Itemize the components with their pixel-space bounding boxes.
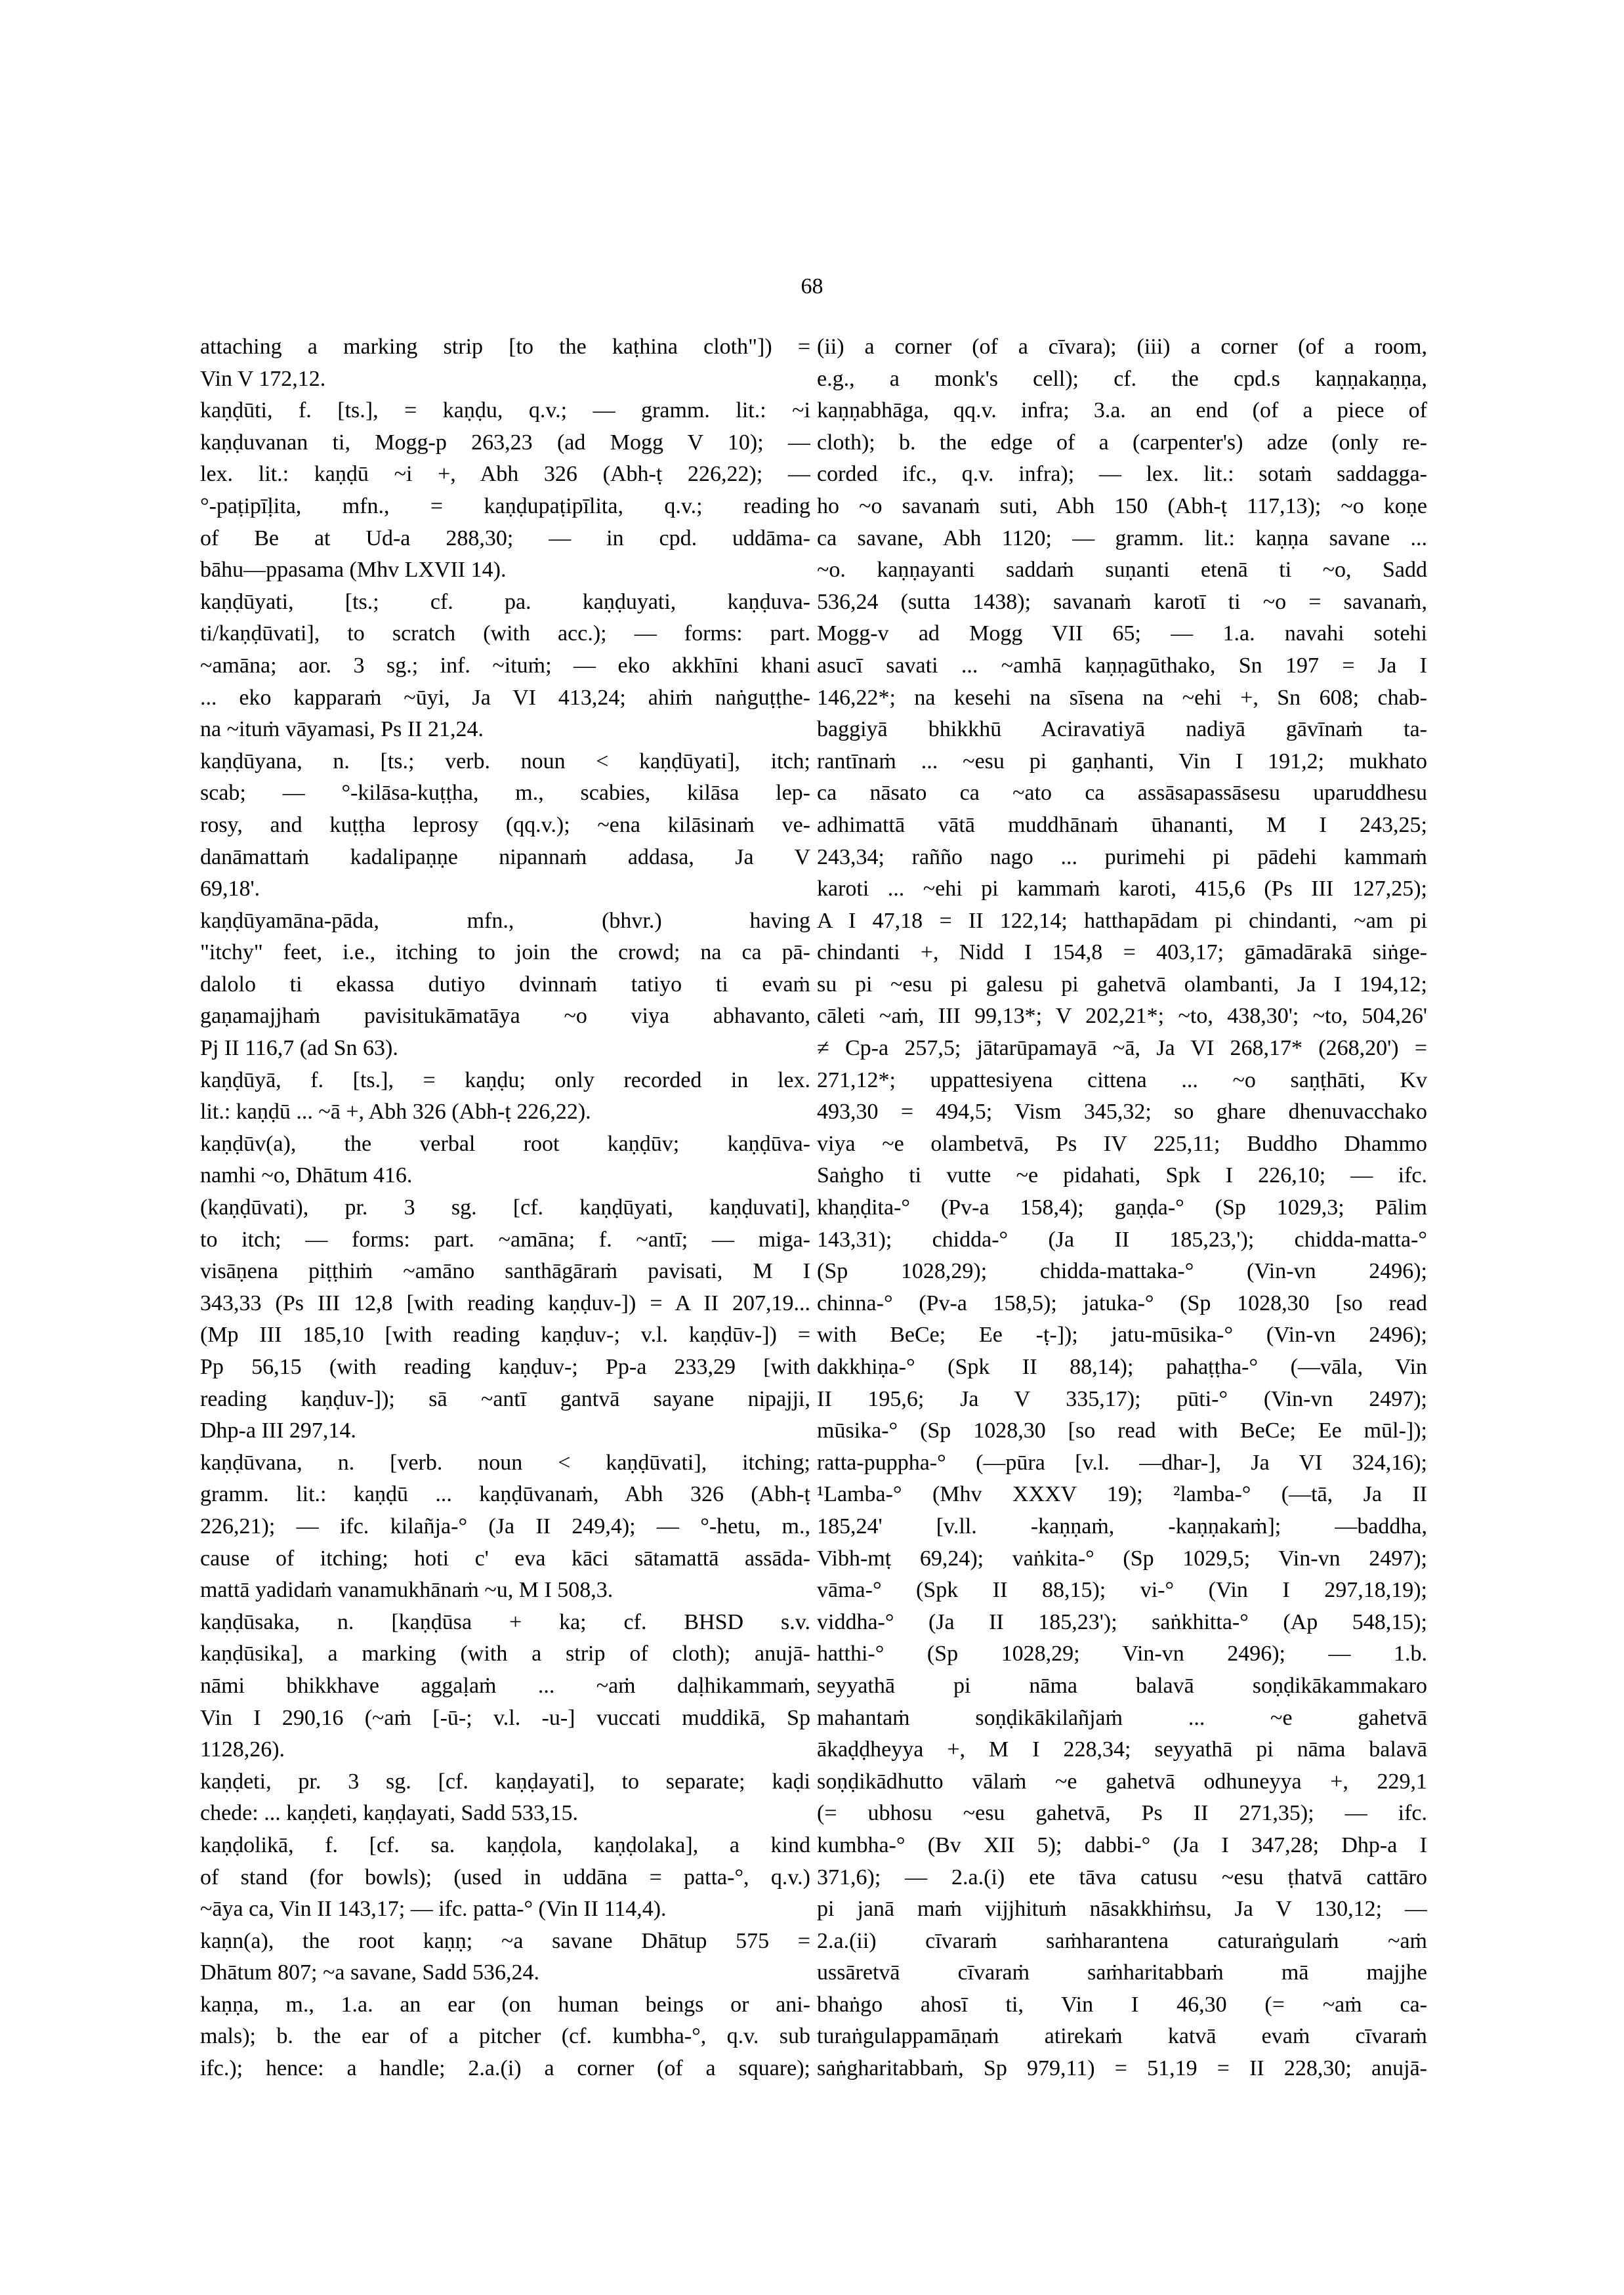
text-line: rosy, and kuṭṭha leprosy (qq.v.); ~ena kilāsinaṁ ve- bbox=[200, 812, 810, 837]
text-line: (Sp 1028,29); chidda-mattaka-° (Vin-vn 2496); bbox=[817, 1259, 1427, 1284]
text-line: 146,22*; na kesehi na sīsena na ~ehi +, Sn 608; chab- bbox=[817, 685, 1427, 710]
text-line: of stand (for bowls); (used in uddāna = patta-°, q.v.) bbox=[200, 1865, 810, 1890]
text-line: vāma-° (Spk II 88,15); vi-° (Vin I 297,18,19); bbox=[817, 1578, 1427, 1603]
text-line: II 195,6; Ja V 335,17); pūti-° (Vin-vn 2497); bbox=[817, 1386, 1427, 1411]
text-line: ~amāna; aor. 3 sg.; inf. ~ituṁ; — eko akkhīni khani bbox=[200, 653, 810, 678]
text-line: kaṇḍūsika], a marking (with a strip of cloth); anujā- bbox=[200, 1642, 810, 1666]
text-line: 226,21); — ifc. kilañja-° (Ja II 249,4); — °-hetu, m., bbox=[200, 1514, 810, 1539]
text-line: 2.a.(ii) cīvaraṁ saṁharantena caturaṅgulaṁ ~aṁ bbox=[817, 1928, 1427, 1953]
text-line: kaṇṇa, m., 1.a. an ear (on human beings or ani- bbox=[200, 1992, 810, 2017]
text-line: kaṇḍūvana, n. [verb. noun < kaṇḍūvati], itching; bbox=[200, 1450, 810, 1475]
text-line: ca savane, Abh 1120; — gramm. lit.: kaṇṇa savane ... bbox=[817, 526, 1427, 550]
text-line: 69,18'. bbox=[200, 877, 260, 901]
text-line: kaṇḍūv(a), the verbal root kaṇḍūv; kaṇḍūva- bbox=[200, 1131, 810, 1156]
text-line: Dhātum 807; ~a savane, Sadd 536,24. bbox=[200, 1960, 539, 1985]
text-line: ~o. kaṇṇayanti saddaṁ suṇanti etenā ti ~o, Sadd bbox=[817, 558, 1427, 583]
text-line: kaṇḍūti, f. [ts.], = kaṇḍu, q.v.; — gramm. lit.: ~i bbox=[200, 398, 810, 423]
text-line: "itchy" feet, i.e., itching to join the crowd; na ca pā- bbox=[200, 940, 810, 965]
text-line: reading kaṇḍuv-]); sā ~antī gantvā sayane nipajji, bbox=[200, 1386, 810, 1411]
text-line: kaṇḍeti, pr. 3 sg. [cf. kaṇḍayati], to separate; kaḍi bbox=[200, 1769, 810, 1794]
text-line: ¹Lamba-° (Mhv XXXV 19); ²lamba-° (—tā, Ja II bbox=[817, 1482, 1427, 1507]
text-line: bhaṅgo ahosī ti, Vin I 46,30 (= ~aṁ ca- bbox=[817, 1992, 1427, 2017]
text-line: 271,12*; uppattesiyena cittena ... ~o saṇṭhāti, Kv bbox=[817, 1067, 1427, 1092]
text-line: attaching a marking strip [to the kaṭhina cloth"]) = bbox=[200, 335, 810, 359]
text-line: mattā yadidaṁ vanamukhānaṁ ~u, M I 508,3. bbox=[200, 1578, 614, 1603]
text-line: ≠ Cp-a 257,5; jātarūpamayā ~ā, Ja VI 268,17* (268,20') = bbox=[817, 1036, 1427, 1061]
text-line: cause of itching; hoti c' eva kāci sātamattā assāda- bbox=[200, 1546, 810, 1571]
text-line: to itch; — forms: part. ~amāna; f. ~antī; — miga- bbox=[200, 1227, 810, 1252]
text-line: mahantaṁ soṇḍikākilañjaṁ ... ~e gahetvā bbox=[817, 1705, 1427, 1730]
text-line: bāhu—ppasama (Mhv LXVII 14). bbox=[200, 558, 507, 583]
text-line: gramm. lit.: kaṇḍū ... kaṇḍūvanaṁ, Abh 326 (Abh-ṭ bbox=[200, 1482, 810, 1507]
text-line: adhimattā vātā muddhānaṁ ūhananti, M I 243,25; bbox=[817, 812, 1427, 837]
text-line: kaṇṇabhāga, qq.v. infra; 3.a. an end (of a piece of bbox=[817, 398, 1427, 423]
text-line: 185,24' [v.ll. -kaṇṇaṁ, -kaṇṇakaṁ]; —baddha, bbox=[817, 1514, 1427, 1539]
text-line: (= ubhosu ~esu gahetvā, Ps II 271,35); — ifc. bbox=[817, 1801, 1427, 1826]
text-line: Dhp-a III 297,14. bbox=[200, 1418, 356, 1443]
text-line: gaṇamajjhaṁ pavisitukāmatāya ~o viya abhavanto, bbox=[200, 1004, 810, 1029]
text-line: kaṇḍūyā, f. [ts.], = kaṇḍu; only recorded in lex. bbox=[200, 1067, 810, 1092]
text-line: with BeCe; Ee -ṭ-]); jatu-mūsika-° (Vin-vn 2496); bbox=[817, 1323, 1427, 1348]
text-line: ākaḍḍheyya +, M I 228,34; seyyathā pi nāma balavā bbox=[817, 1737, 1427, 1762]
text-line: Mogg-v ad Mogg VII 65; — 1.a. navahi sotehi bbox=[817, 621, 1427, 646]
text-line: A I 47,18 = II 122,14; hatthapādam pi chindanti, ~am pi bbox=[817, 908, 1427, 933]
text-line: kaṇḍuvanan ti, Mogg-p 263,23 (ad Mogg V 10); — bbox=[200, 430, 810, 455]
text-line: kaṇḍūyamāna-pāda, mfn., (bhvr.) having bbox=[200, 908, 810, 933]
text-line: ... eko kapparaṁ ~ūyi, Ja VI 413,24; ahiṁ naṅguṭṭhe- bbox=[200, 685, 810, 710]
text-line: Vibh-mṭ 69,24); vaṅkita-° (Sp 1029,5; Vin-vn 2497); bbox=[817, 1546, 1427, 1571]
text-line: namhi ~o, Dhātum 416. bbox=[200, 1163, 413, 1188]
text-line: (Mp III 185,10 [with reading kaṇḍuv-; v.l. kaṇḍūv-]) = bbox=[200, 1323, 810, 1348]
text-line: chede: ... kaṇḍeti, kaṇḍayati, Sadd 533,15. bbox=[200, 1801, 578, 1826]
text-line: cloth); b. the edge of a (carpenter's) adze (only re- bbox=[817, 430, 1427, 455]
text-line: 143,31); chidda-° (Ja II 185,23,'); chidda-matta-° bbox=[817, 1227, 1427, 1252]
text-line: Pj II 116,7 (ad Sn 63). bbox=[200, 1036, 398, 1061]
text-line: kaṇḍūyati, [ts.; cf. pa. kaṇḍuyati, kaṇḍuva- bbox=[200, 589, 810, 614]
text-line: scab; — °-kilāsa-kuṭṭha, m., scabies, kilāsa lep- bbox=[200, 781, 810, 806]
text-line: Vin I 290,16 (~aṁ [-ū-; v.l. -u-] vuccati muddikā, Sp bbox=[200, 1705, 810, 1730]
text-line: ifc.); hence: a handle; 2.a.(i) a corner (of a square); bbox=[200, 2056, 810, 2081]
text-line: seyyathā pi nāma balavā soṇḍikākammakaro bbox=[817, 1673, 1427, 1698]
text-line: 536,24 (sutta 1438); savanaṁ karotī ti ~o = savanaṁ, bbox=[817, 589, 1427, 614]
text-line: (kaṇḍūvati), pr. 3 sg. [cf. kaṇḍūyati, kaṇḍuvati], bbox=[200, 1195, 810, 1220]
text-line: 371,6); — 2.a.(i) ete tāva catusu ~esu ṭhatvā cattāro bbox=[817, 1865, 1427, 1890]
text-line: corded ifc., q.v. infra); — lex. lit.: sotaṁ saddagga- bbox=[817, 462, 1427, 487]
text-line: ca nāsato ca ~ato ca assāsapassāsesu uparuddhesu bbox=[817, 781, 1427, 806]
left-column bbox=[200, 331, 810, 2085]
text-line: °-paṭipīḷita, mfn., = kaṇḍupaṭipīlita, q.v.; reading bbox=[200, 493, 810, 518]
text-line: e.g., a monk's cell); cf. the cpd.s kaṇṇakaṇṇa, bbox=[817, 366, 1427, 391]
text-line: lex. lit.: kaṇḍū ~i +, Abh 326 (Abh-ṭ 226,22); — bbox=[200, 462, 810, 487]
text-line: na ~ituṁ vāyamasi, Ps II 21,24. bbox=[200, 717, 484, 742]
text-line: Saṅgho ti vutte ~e pidahati, Spk I 226,10; — ifc. bbox=[817, 1163, 1427, 1188]
right-column bbox=[817, 331, 1427, 2085]
text-line: (ii) a corner (of a cīvara); (iii) a corner (of a room, bbox=[817, 335, 1427, 359]
text-line: Pp 56,15 (with reading kaṇḍuv-; Pp-a 233,29 [with bbox=[200, 1355, 810, 1379]
text-line: 1128,26). bbox=[200, 1737, 285, 1762]
text-line: of Be at Ud-a 288,30; — in cpd. uddāma- bbox=[200, 526, 810, 550]
text-line: ussāretvā cīvaraṁ saṁharitabbaṁ mā majjhe bbox=[817, 1960, 1427, 1985]
text-line: ti/kaṇḍūvati], to scratch (with acc.); — forms: part. bbox=[200, 621, 810, 646]
text-line: pi janā maṁ vijjhituṁ nāsakkhiṁsu, Ja V 130,12; — bbox=[817, 1897, 1427, 1922]
text-line: nāmi bhikkhave aggaḷaṁ ... ~aṁ daḷhikammaṁ, bbox=[200, 1673, 810, 1698]
text-line: asucī savati ... ~amhā kaṇṇagūthako, Sn 197 = Ja I bbox=[817, 653, 1427, 678]
text-line: visāṇena piṭṭhiṁ ~amāno santhāgāraṁ pavisati, M I bbox=[200, 1259, 810, 1284]
text-line: khaṇḍita-° (Pv-a 158,4); gaṇḍa-° (Sp 1029,3; Pālim bbox=[817, 1195, 1427, 1220]
text-line: mūsika-° (Sp 1028,30 [so read with BeCe; Ee mūl-]); bbox=[817, 1418, 1427, 1443]
text-line: dalolo ti ekassa dutiyo dvinnaṁ tatiyo ti evaṁ bbox=[200, 972, 810, 997]
text-line: baggiyā bhikkhū Aciravatiyā nadiyā gāvīnaṁ ta- bbox=[817, 717, 1427, 742]
text-line: ho ~o savanaṁ suti, Abh 150 (Abh-ṭ 117,13); ~o koṇe bbox=[817, 493, 1427, 518]
text-line: kaṇḍolikā, f. [cf. sa. kaṇḍola, kaṇḍolaka], a kind bbox=[200, 1832, 810, 1857]
text-line: viddha-° (Ja II 185,23'); saṅkhitta-° (Ap 548,15); bbox=[817, 1609, 1427, 1634]
text-line: dakkhiṇa-° (Spk II 88,14); pahaṭṭha-° (—vāla, Vin bbox=[817, 1355, 1427, 1379]
text-line: karoti ... ~ehi pi kammaṁ karoti, 415,6 (Ps III 127,25); bbox=[817, 877, 1427, 901]
text-line: chinna-° (Pv-a 158,5); jatuka-° (Sp 1028,30 [so read bbox=[817, 1291, 1427, 1315]
text-line: danāmattaṁ kadalipaṇṇe nipannaṁ addasa, Ja V bbox=[200, 844, 810, 869]
text-line: viya ~e olambetvā, Ps IV 225,11; Buddho Dhammo bbox=[817, 1131, 1427, 1156]
text-line: Vin V 172,12. bbox=[200, 366, 326, 391]
text-line: 493,30 = 494,5; Vism 345,32; so ghare dhenuvacchako bbox=[817, 1100, 1427, 1125]
text-line: cāleti ~aṁ, III 99,13*; V 202,21*; ~to, 438,30'; ~to, 504,26' bbox=[817, 1004, 1427, 1029]
page-number: 68 bbox=[801, 274, 823, 299]
text-line: kaṇḍūsaka, n. [kaṇḍūsa + ka; cf. BHSD s.v. bbox=[200, 1609, 810, 1634]
text-line: 243,34; rañño nago ... purimehi pi pādehi kammaṁ bbox=[817, 844, 1427, 869]
text-line: lit.: kaṇḍū ... ~ā +, Abh 326 (Abh-ṭ 226,22). bbox=[200, 1100, 591, 1125]
text-line: rantīnaṁ ... ~esu pi gaṇhanti, Vin I 191,2; mukhato bbox=[817, 749, 1427, 774]
text-line: saṅgharitabbaṁ, Sp 979,11) = 51,19 = II 228,30; anujā- bbox=[817, 2056, 1427, 2081]
text-line: 343,33 (Ps III 12,8 [with reading kaṇḍuv-]) = A II 207,19... bbox=[200, 1291, 810, 1315]
text-line: ratta-puppha-° (—pūra [v.l. —dhar-], Ja VI 324,16); bbox=[817, 1450, 1427, 1475]
text-line: hatthi-° (Sp 1028,29; Vin-vn 2496); — 1.b. bbox=[817, 1642, 1427, 1666]
text-line: kumbha-° (Bv XII 5); dabbi-° (Ja I 347,28; Dhp-a I bbox=[817, 1832, 1427, 1857]
text-line: kaṇḍūyana, n. [ts.; verb. noun < kaṇḍūyati], itch; bbox=[200, 749, 810, 774]
text-line: soṇḍikādhutto vālaṁ ~e gahetvā odhuneyya +, 229,1 bbox=[817, 1769, 1427, 1794]
text-line: mals); b. the ear of a pitcher (cf. kumbha-°, q.v. sub bbox=[200, 2024, 810, 2049]
text-line: turaṅgulappamāṇaṁ atirekaṁ katvā evaṁ cīvaraṁ bbox=[817, 2024, 1427, 2049]
text-line: chindanti +, Nidd I 154,8 = 403,17; gāmadārakā siṅge- bbox=[817, 940, 1427, 965]
text-line: kaṇn(a), the root kaṇṇ; ~a savane Dhātup 575 = bbox=[200, 1928, 810, 1953]
text-line: su pi ~esu pi galesu pi gahetvā olambanti, Ja I 194,12; bbox=[817, 972, 1427, 997]
text-line: ~āya ca, Vin II 143,17; — ifc. patta-° (Vin II 114,4). bbox=[200, 1897, 667, 1922]
